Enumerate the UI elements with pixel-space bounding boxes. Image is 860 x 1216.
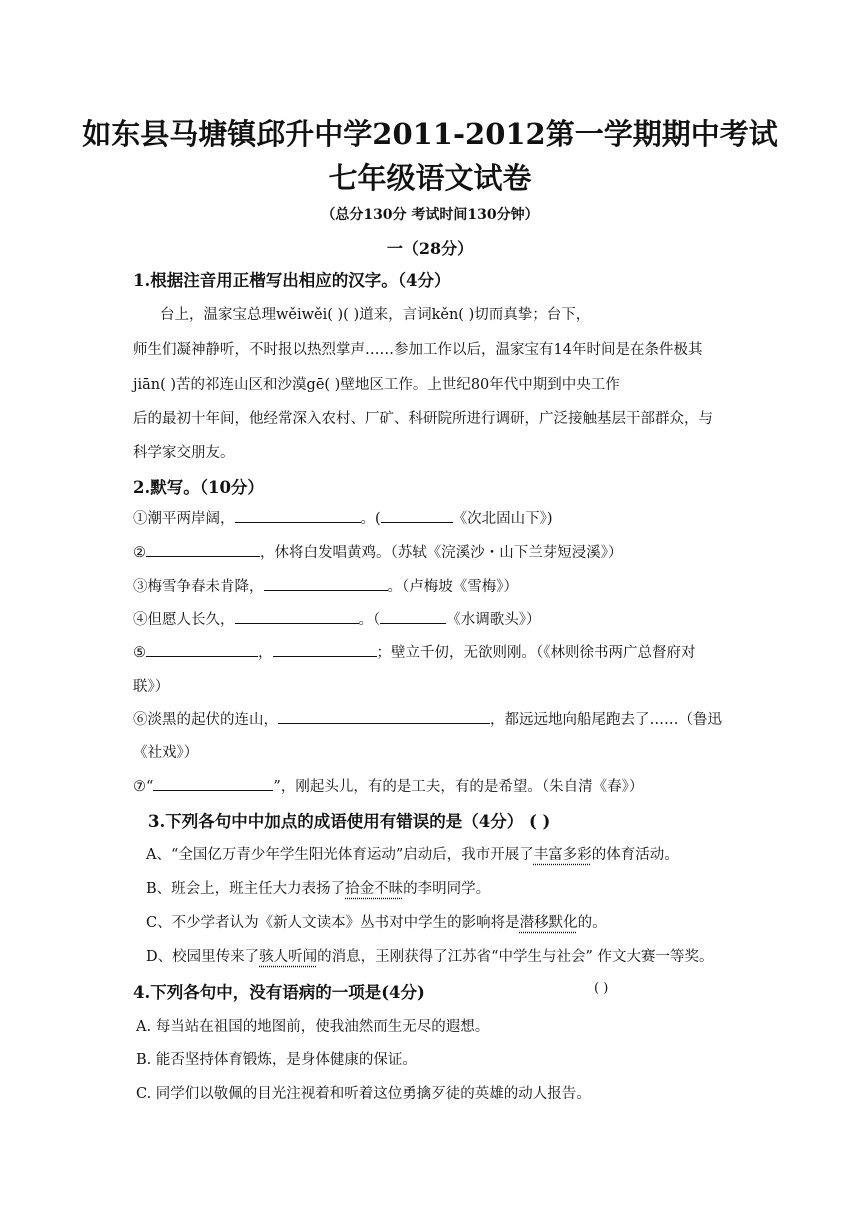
q2-item: ⑤ ， ；壁立千仞，无欲则刚。（《林则徐书两广总督府对	[133, 641, 696, 662]
q3-option-a: A、“全国亿万青少年学生阳光体育运动”启动后，我市开展了丰富多彩的体育活动。	[146, 847, 679, 863]
answer-blank[interactable]	[235, 609, 359, 624]
q3-heading: 3.下列各句中中加点的成语使用有错误的是（4分） ( )	[148, 812, 551, 831]
answer-blank[interactable]	[380, 609, 446, 624]
section-heading: 一（28分）	[386, 239, 474, 258]
answer-blank[interactable]	[146, 542, 260, 557]
q3-option-c: C、不少学者认为《新人文读本》丛书对中学生的影响将是潜移默化的。	[146, 915, 607, 931]
dotted-idiom: 骇人听闻	[259, 949, 318, 965]
q1-line: 后的最初十年间，他经常深入农村、厂矿、科研院所进行调研，广泛接触基层干部群众，与	[133, 411, 713, 427]
answer-blank[interactable]	[153, 776, 273, 791]
answer-blank[interactable]	[235, 508, 361, 523]
q1-line: 台上，温家宝总理wěiwěi( )( )道来，言词kěn( )切而真挚；台下，	[160, 307, 591, 323]
exam-subtitle: （总分130分 考试时间130分钟）	[321, 207, 539, 223]
q2-item: ⑥淡黑的起伏的连山， ，都远远地向船尾跑去了……（鲁迅	[133, 708, 722, 729]
answer-blank[interactable]	[264, 576, 388, 591]
q3-option-b: B、班会上，班主任大力表扬了拾金不昧的李明同学。	[146, 881, 491, 897]
q1-line: 科学家交朋友。	[133, 445, 235, 461]
q2-item-continued: 《社戏》）	[133, 745, 199, 761]
q1-line: jiān( )苦的祁连山区和沙漠gē( )壁地区工作。上世纪80年代中期到中央工作	[133, 377, 620, 393]
q2-item: ①潮平两岸阔， 。( 《次北固山下》)	[133, 507, 553, 528]
q4-answer-bracket: ( )	[594, 981, 609, 996]
answer-blank[interactable]	[381, 508, 453, 523]
q3-option-d: D、校园里传来了骇人听闻的消息，王刚获得了江苏省“中学生与社会” 作文大赛一等奖。	[146, 949, 714, 965]
exam-title-line2: 七年级语文试卷	[328, 161, 532, 195]
q2-heading: 2.默写。（10分）	[133, 478, 264, 497]
exam-title-line1: 如东县马塘镇邱升中学2011-2012第一学期期中考试	[82, 117, 778, 151]
q4-option-b: B. 能否坚持体育锻炼，是身体健康的保证。	[136, 1052, 417, 1068]
q2-item: ④但愿人长久， 。（ 《水调歌头》）	[133, 608, 541, 629]
q1-heading: 1.根据注音用正楷写出相应的汉字。（4分）	[133, 271, 451, 290]
q2-item: ③梅雪争春未肯降， 。（卢梅坡《雪梅》）	[133, 575, 518, 596]
dotted-idiom: 拾金不昧	[345, 881, 404, 897]
answer-blank[interactable]	[146, 642, 258, 657]
q4-option-a: A. 每当站在祖国的地图前，使我油然而生无尽的遐想。	[136, 1019, 490, 1035]
dotted-idiom: 潜移默化	[519, 915, 578, 931]
answer-blank[interactable]	[273, 642, 377, 657]
q2-item-continued: 联》）	[133, 679, 170, 695]
q1-line: 师生们凝神静听，不时报以热烈掌声……参加工作以后，温家宝有14年时间是在条件极其	[133, 342, 703, 358]
q4-option-c: C. 同学们以敬佩的目光注视着和听着这位勇擒歹徒的英雄的动人报告。	[136, 1086, 591, 1102]
q2-item: ⑦“ ”，刚起头儿，有的是工夫，有的是希望。（朱自清《春》）	[133, 775, 643, 796]
answer-blank[interactable]	[278, 709, 490, 724]
dotted-idiom: 丰富多彩	[533, 847, 592, 863]
q4-heading: 4.下列各句中，没有语病的一项是(4分)	[133, 983, 425, 1002]
q2-item: ② ，休将白发唱黄鸡。（苏轼《浣溪沙・山下兰芽短浸溪》）	[133, 541, 623, 562]
